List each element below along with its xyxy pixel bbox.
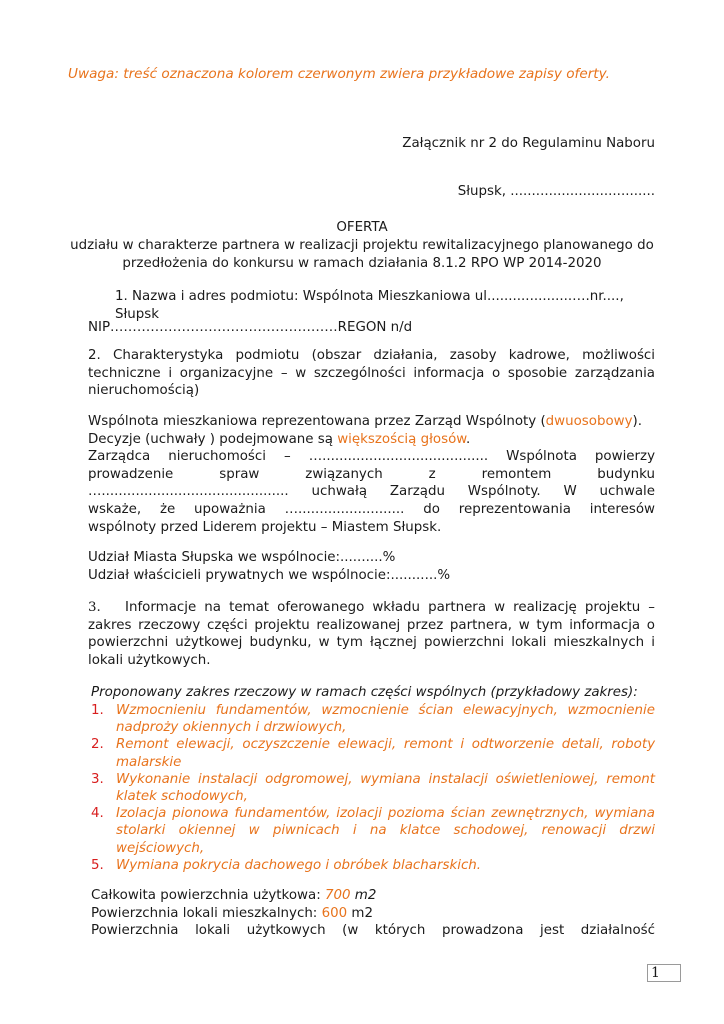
attachment-label: Załącznik nr 2 do Regulaminu Naboru: [402, 136, 655, 151]
warning-note: Uwaga: treść oznaczona kolorem czerwonym zwiera przykładowe zapisy oferty.: [68, 66, 610, 82]
page-number: 1: [647, 964, 681, 982]
representation-leader-line: wspólnoty przed Liderem projektu – Miastem Słupsk.: [88, 519, 442, 535]
offer-title: OFERTA: [336, 220, 388, 235]
scope-item-number: 5.: [91, 857, 104, 873]
total-area: Całkowita powierzchnia użytkowa: 700 m2: [91, 888, 377, 903]
scope-item-text: Wykonanie instalacji odgromowej, wymiana instalacji oświetleniowej, remont klatek schodowych,: [116, 771, 655, 805]
scope-item-text: Remont elewacji, oczyszczenie elewacji, remont i odtworzenie detali, roboty malarskie: [116, 737, 655, 770]
private-share: Udział właścicieli prywatnych we wspólnocie:...........%: [88, 567, 451, 583]
city-share: Udział Miasta Słupska we wspólnocie:..........%: [88, 550, 396, 565]
offer-subtitle-line1: udziału w charakterze partnera w realizacji projektu rewitalizacyjnego planowanego do: [70, 238, 654, 253]
representation-line: Wspólnota mieszkaniowa reprezentowana przez Zarząd Wspólnoty (dwuosobowy).: [88, 414, 643, 429]
scope-item: [91, 857, 655, 874]
scope-item: [91, 702, 655, 736]
decisions-line: Decyzje (uchwały ) podejmowane są większością głosów.: [88, 431, 471, 447]
building-areas: [91, 887, 655, 940]
entity-city: Słupsk: [115, 307, 160, 322]
scope-item-text: Wymiana pokrycia dachowego i obróbek blacharskich.: [116, 857, 482, 873]
commercial-area: Powierzchnia lokali użytkowych (w których prowadzona jest działalność: [91, 923, 655, 939]
offer-subtitle-line2: przedłożenia do konkursu w ramach działania 8.1.2 RPO WP 2014-2020: [122, 256, 602, 271]
place-date: Słupsk, ..................................: [457, 184, 655, 199]
ownership-shares: [88, 549, 450, 584]
scope-item-number: 1.: [91, 703, 104, 718]
scope-item-number: 4.: [91, 806, 104, 822]
nip-regon: NIP……………………………………………REGON n/d: [88, 320, 413, 335]
entity-characteristics: [88, 413, 655, 536]
section-3-number: 3.: [88, 600, 101, 615]
scope-item-number: 2.: [91, 737, 104, 753]
section-1: [115, 288, 655, 324]
residential-area-value: 600: [321, 905, 348, 921]
scope-item: [91, 805, 655, 857]
scope-item-text: Izolacja pionowa fundamentów, izolacji pozioma ścian zewnętrznych, wymiana stolarki okiennej w piwnicach i na klatce schodowej, renowacji drzwi wejściowych,: [116, 806, 655, 856]
scope-heading: Proponowany zakres rzeczowy w ramach części wspólnych (przykładowy zakres):: [91, 685, 638, 700]
resolution-line: …............................................ uchwałą Zarządu Wspólnoty. W uchwale: [88, 484, 655, 500]
manager-line: Zarządca nieruchomości – …....................................... Wspólnota powierzy: [88, 449, 655, 465]
total-area-value: 700: [324, 888, 351, 903]
scope-item: [91, 771, 655, 805]
offer-header: [60, 219, 664, 273]
residential-area: Powierzchnia lokali mieszkalnych: 600 m2: [91, 905, 373, 921]
renovation-line: prowadzenie spraw związanych z remontem budynku: [88, 466, 655, 482]
section-3: [88, 599, 655, 669]
scope-item-text: Wzmocnieniu fundamentów, wzmocnienie ścian elewacyjnych, wzmocnienie nadproży okiennych i drzwiowych,: [116, 703, 655, 736]
section-2-heading: 2. Charakterystyka podmiotu (obszar działania, zasoby kadrowe, możliwości techniczne i organizacyjne – w szczególności informacja o sposobie zarządzania nieruchomością): [88, 348, 655, 399]
scope-list: [91, 702, 655, 874]
scope-item: [91, 736, 655, 770]
section-3-text: Informacje na temat oferowanego wkładu partnera w realizację projektu – zakres rzeczowy części projektu realizowanej przez partnera, w tym informacja o powierzchni użytkowej budynku, w tym łącznej powierzchni lokali mieszkalnych i lokali użytkowych.: [88, 600, 655, 668]
entity-name-address: 1. Nazwa i adres podmiotu: Wspólnota Mieszkaniowa ul....................….nr....,: [115, 289, 624, 304]
scope-item-number: 3.: [91, 771, 104, 787]
authorization-line: wskaże, że upoważnia …......................... do reprezentowania interesów: [88, 501, 655, 517]
